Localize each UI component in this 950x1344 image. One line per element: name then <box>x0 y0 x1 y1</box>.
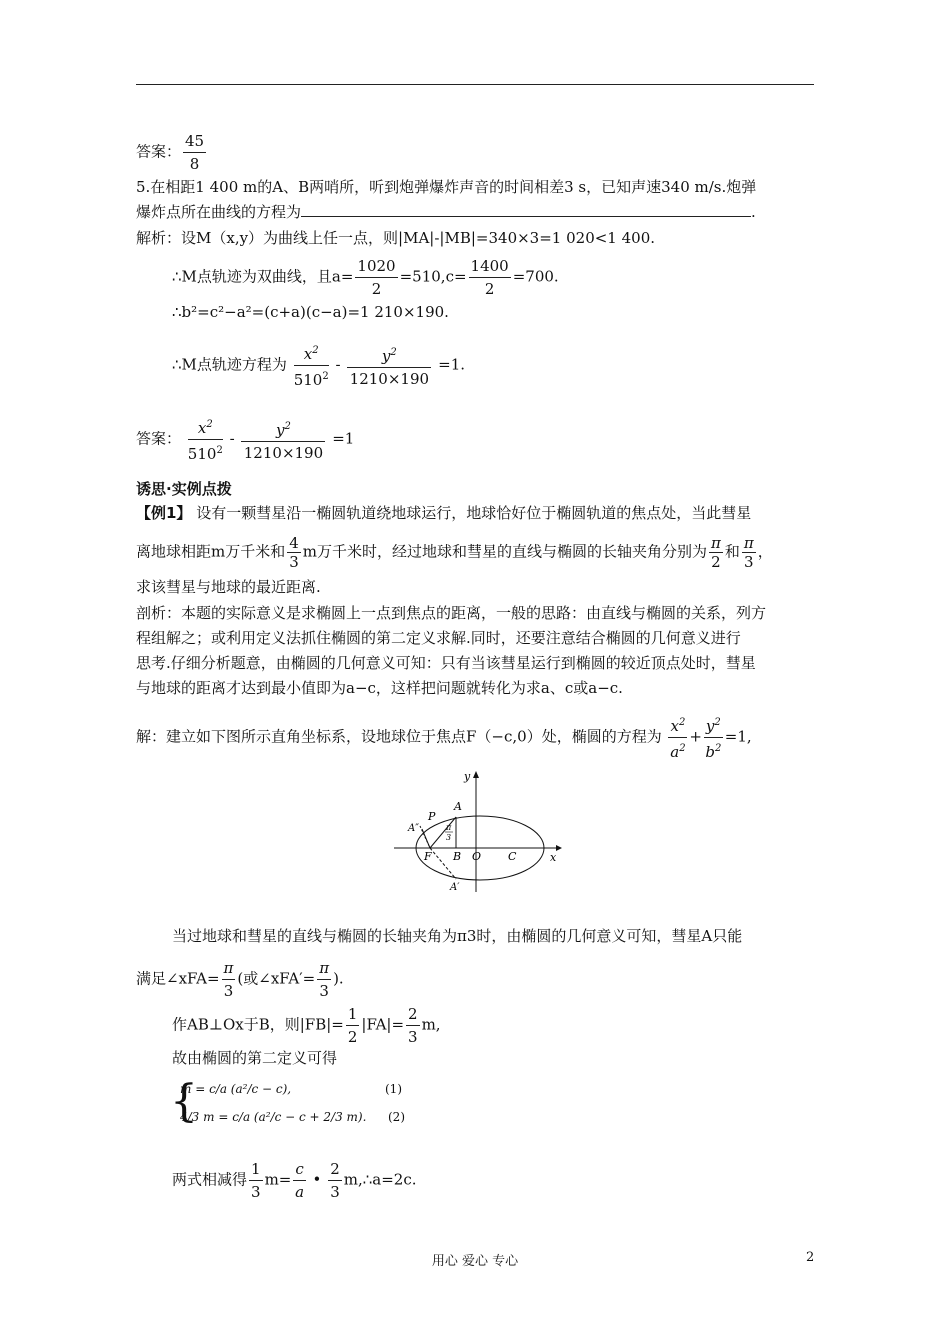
answer-fraction: $\frac{45}{8}$ <box>185 132 205 173</box>
answer-label: 答案： <box>136 142 182 161</box>
problem-5-line1: 5.在相距1 400 m的A、B两哨所，听到炮弹爆炸声音的时间相差3 s，已知声速340 m/s.炮弹 <box>136 178 757 196</box>
example-1-line2: 离地球相距m万千米和 $\frac{4}{3}$ m万千米时，经过地球和彗星的直线与椭圆的长轴夹角分别为 $\frac{\pi}{2}$ 和 $\frac{\pi}{3}$ ， <box>136 534 773 571</box>
brace-icon: { <box>170 1076 198 1127</box>
example-1-line1: 【例1】 设有一颗彗星沿一椭圆轨道绕地球运行，地球恰好位于椭圆轨道的焦点处，当此彗星 <box>136 504 752 522</box>
label-F: F <box>424 850 432 863</box>
section-title: 诱思·实例点拨 <box>136 480 232 498</box>
label-A-double-prime: A″ <box>408 823 419 834</box>
analysis-ex-line4: 与地球的距离才达到最小值即为a−c，这样把问题就转化为求a、c或a−c. <box>136 679 623 697</box>
angle-den: 3 <box>446 833 452 842</box>
answer-2: 答案： $\frac{x^2}{510^2}$ - $\frac{y^2}{1210\times 190}$ =1 <box>136 414 354 465</box>
label-O: O <box>472 850 482 863</box>
label-B: B <box>453 850 462 863</box>
solution-p4: 故由椭圆的第二定义可得 <box>172 1049 338 1067</box>
label-y: y <box>464 770 471 783</box>
angle-num: π <box>446 823 452 832</box>
analysis-5-line4: ∴M点轨迹方程为 $\frac{x^2}{510^2}$ - $\frac{y^2}{1210\times 190}$ =1. <box>172 340 465 391</box>
header-rule <box>136 84 814 85</box>
y-axis-arrow-icon <box>473 771 479 778</box>
label-A-prime: A′ <box>450 882 460 893</box>
equation-1-tag: (1) <box>385 1082 402 1096</box>
solution-p3: 作AB⊥Ox于B，则|FB|= $\frac{1}{2}$ |FA|= $\frac{2}{3}$ m, <box>172 1005 441 1046</box>
equation-2-tag: (2) <box>388 1110 405 1124</box>
answer-blank <box>301 202 751 217</box>
label-x: x <box>550 851 557 864</box>
solution-p2: 满足∠xFA= $\frac{\pi}{3}$ (或∠xFA′= $\frac{\pi}{3}$ ). <box>136 959 344 1000</box>
page-number: 2 <box>806 1250 815 1265</box>
ellipse-figure <box>390 768 570 896</box>
equation-2: 4/3 m = c/a (a²/c − c + 2/3 m). <box>180 1110 367 1124</box>
x-axis-arrow-icon <box>556 845 562 851</box>
analysis-5-line1: 解析：设M（x,y）为曲线上任一点，则|MA|-|MB|=340×3=1 020<1 400. <box>136 229 656 247</box>
label-C: C <box>508 850 517 863</box>
solution-line1: 解：建立如下图所示直角坐标系，设地球位于焦点F（−c,0）处，椭圆的方程为 $\frac{x^2}{a^2}$ + $\frac{y^2}{b^2}$ =1, <box>136 712 752 763</box>
answer-1 <box>136 130 208 175</box>
analysis-ex-line3: 思考.仔细分析题意，由椭圆的几何意义可知：只有当该彗星运行到椭圆的较近顶点处时，彗星 <box>136 654 756 672</box>
label-P: P <box>428 810 436 823</box>
problem-5-line2: 爆炸点所在曲线的方程为 . <box>136 203 756 221</box>
label-A: A <box>454 800 462 813</box>
equation-1: m = c/a (a²/c − c), <box>180 1082 292 1096</box>
analysis-ex-line1: 剖析：本题的实际意义是求椭圆上一点到焦点的距离，一般的思路：由直线与椭圆的关系，列方 <box>136 604 767 622</box>
analysis-ex-line2: 程组解之；或利用定义法抓住椭圆的第二定义求解.同时，还要注意结合椭圆的几何意义进行 <box>136 629 741 647</box>
page-footer: 用心 爱心 专心 <box>431 1254 519 1269</box>
solution-p5: 两式相减得 $\frac{1}{3}$ m= $\frac{c}{a}$ • $\frac{2}{3}$ m,∴a=2c. <box>172 1160 417 1201</box>
example-1-line3: 求该彗星与地球的最近距离. <box>136 578 321 596</box>
analysis-5-line2: ∴M点轨迹为双曲线，且a= $\frac{1020}{2}$ =510,c= $\frac{1400}{2}$ =700. <box>172 257 559 298</box>
analysis-5-line3: ∴b²=c²−a²=(c+a)(c−a)=1 210×190. <box>172 303 449 321</box>
solution-p1: 当过地球和彗星的直线与椭圆的长轴夹角为π3时，由椭圆的几何意义可知，彗星A只能 <box>172 927 743 945</box>
